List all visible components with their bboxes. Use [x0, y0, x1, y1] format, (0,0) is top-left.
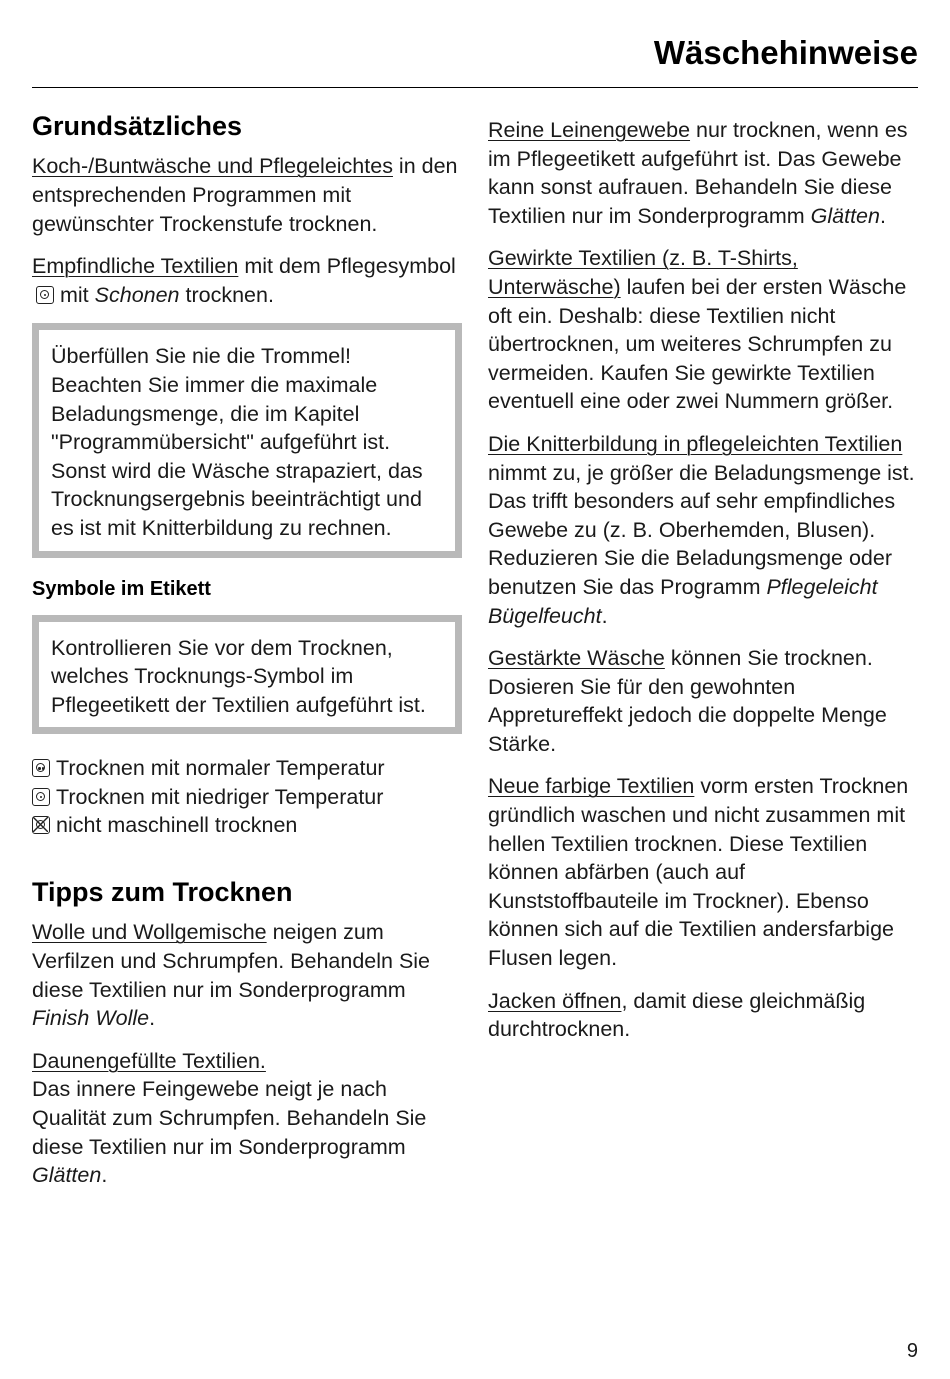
paragraph-text: vorm ersten Trocknen gründlich waschen und nicht zusammen mit hellen Textilien trocknen. Diese Textilien können abfärben (auch auf Kunststoffbauteile im Trockner). Ebenso können sich auf die Textilien andersfarbige Flusen legen. [488, 774, 909, 971]
section-heading-basics: Grundsätzliches [32, 111, 243, 141]
term-knitted: Gewirkte Textilien (z. B. T-Shirts, Unterwäsche) [488, 246, 798, 299]
paragraph-down [32, 1047, 462, 1190]
paragraph-new-colored [488, 772, 920, 972]
page-title: Wäschehinweise [653, 34, 918, 71]
tumble-dry-normal-icon [32, 759, 50, 777]
info-text: Kontrollieren Sie vor dem Trocknen, welches Trocknungs-Symbol im Pflegeetikett der Textilien aufgeführt ist. [51, 635, 426, 717]
paragraph-text: . [101, 1163, 108, 1188]
paragraph-starched [488, 644, 920, 758]
info-box-symbols [32, 615, 462, 735]
paragraph-wool [32, 918, 462, 1032]
paragraph-linen [488, 116, 920, 230]
term-cotton: Koch-/Buntwäsche und Pflegeleichtes [32, 154, 393, 179]
program-name: Schonen [94, 282, 180, 307]
page-header [32, 0, 918, 88]
paragraph-text: können Sie trocknen. Dosieren Sie für den gewohnten Appretureffekt jedoch die doppelte Menge Stärke. [488, 646, 887, 756]
page-number: 9 [906, 1340, 918, 1362]
program-name: Glätten [810, 203, 880, 228]
program-name: Pflegeleicht Bügelfeucht [488, 574, 878, 628]
paragraph-text: . [879, 203, 886, 228]
term-starched: Gestärkte Wäsche [488, 646, 665, 671]
symbol-item [32, 754, 462, 783]
paragraph-text: mit [60, 282, 95, 307]
program-name: Finish Wolle [32, 1006, 150, 1031]
right-column [488, 116, 920, 1058]
section-heading-tips: Tipps zum Trocknen [32, 877, 293, 908]
paragraph-text: nur trocknen, wenn es im Pflegeetikett aufgeführt ist. Das Gewebe kann sonst aufrauen. Behandeln Sie diese Textilien nur im Sonderprogramm [488, 118, 908, 228]
term-linen: Reine Leinengewebe [488, 118, 691, 142]
paragraph-text: nimmt zu, je größer die Beladungsmenge ist. Das trifft besonders auf sehr empfindliches Gewebe zu (z. B. Oberhemden, Blusen). Reduzieren Sie die Beladungsmenge oder benutzen Sie das Programm [488, 460, 915, 599]
term-new-colored: Neue farbige Textilien [488, 774, 695, 799]
paragraph-jackets [488, 987, 920, 1044]
paragraph-text: Das innere Feingewebe neigt je nach Qualität zum Schrumpfen. Behandeln Sie diese Textilien nur im Sonderprogramm [32, 1077, 427, 1159]
warning-box-overload [32, 323, 462, 557]
paragraph-cotton [32, 152, 462, 238]
symbol-label: Trocknen mit normaler Temperatur [56, 756, 385, 781]
symbol-item [32, 783, 462, 812]
left-column [32, 110, 462, 1204]
paragraph-text: , damit diese gleichmäßig durchtrocknen. [488, 988, 866, 1042]
symbol-item [32, 811, 462, 840]
paragraph-text: neigen zum Verfilzen und Schrumpfen. Behandeln Sie diese Textilien nur im Sonderprogramm [32, 920, 431, 1002]
paragraph-text: mit dem Pflegesymbol [238, 254, 456, 279]
paragraph-knitted [488, 244, 920, 416]
term-wool: Wolle und Wollgemische [32, 920, 267, 945]
symbol-list [32, 754, 462, 840]
paragraph-text: in den entsprechenden Programmen mit gewünschter Trockenstufe trocknen. [32, 154, 458, 236]
symbol-label: nicht maschinell trocknen [56, 813, 298, 838]
tumble-dry-low-icon [32, 788, 50, 806]
subheading-symbols: Symbole im Etikett [32, 577, 211, 600]
paragraph-text: . [149, 1006, 156, 1031]
do-not-tumble-dry-icon [32, 816, 50, 834]
paragraph-text: laufen bei der ersten Wäsche oft ein. Deshalb: diese Textilien nicht übertrocknen, um weiteres Schrumpfen zu vermeiden. Kaufen Sie gewirkte Textilien eventuell eine oder zwei Nummern größer. [488, 274, 907, 414]
paragraph-delicates [32, 252, 462, 309]
symbol-label: Trocknen mit niedriger Temperatur [56, 784, 384, 809]
term-down: Daunengefüllte Textilien. [32, 1048, 266, 1073]
term-creasing: Die Knitterbildung in pflegeleichten Textilien [488, 431, 903, 456]
paragraph-text: . [601, 603, 608, 628]
paragraph-text: trocknen. [179, 282, 274, 307]
term-delicates: Empfindliche Textilien [32, 254, 239, 279]
term-jackets: Jacken öffnen [488, 988, 622, 1013]
program-name: Glätten [32, 1163, 102, 1188]
paragraph-creasing [488, 430, 920, 630]
warning-text: Überfüllen Sie nie die Trommel! Beachten Sie immer die maximale Beladungsmenge, die im Kapitel "Programmübersicht" aufgeführt ist. Sonst wird die Wäsche strapaziert, das Trocknungsergebnis beeinträchtigt und es ist mit Knitterbildung zu rechnen. [51, 344, 423, 540]
tumble-dry-low-icon [36, 286, 54, 304]
